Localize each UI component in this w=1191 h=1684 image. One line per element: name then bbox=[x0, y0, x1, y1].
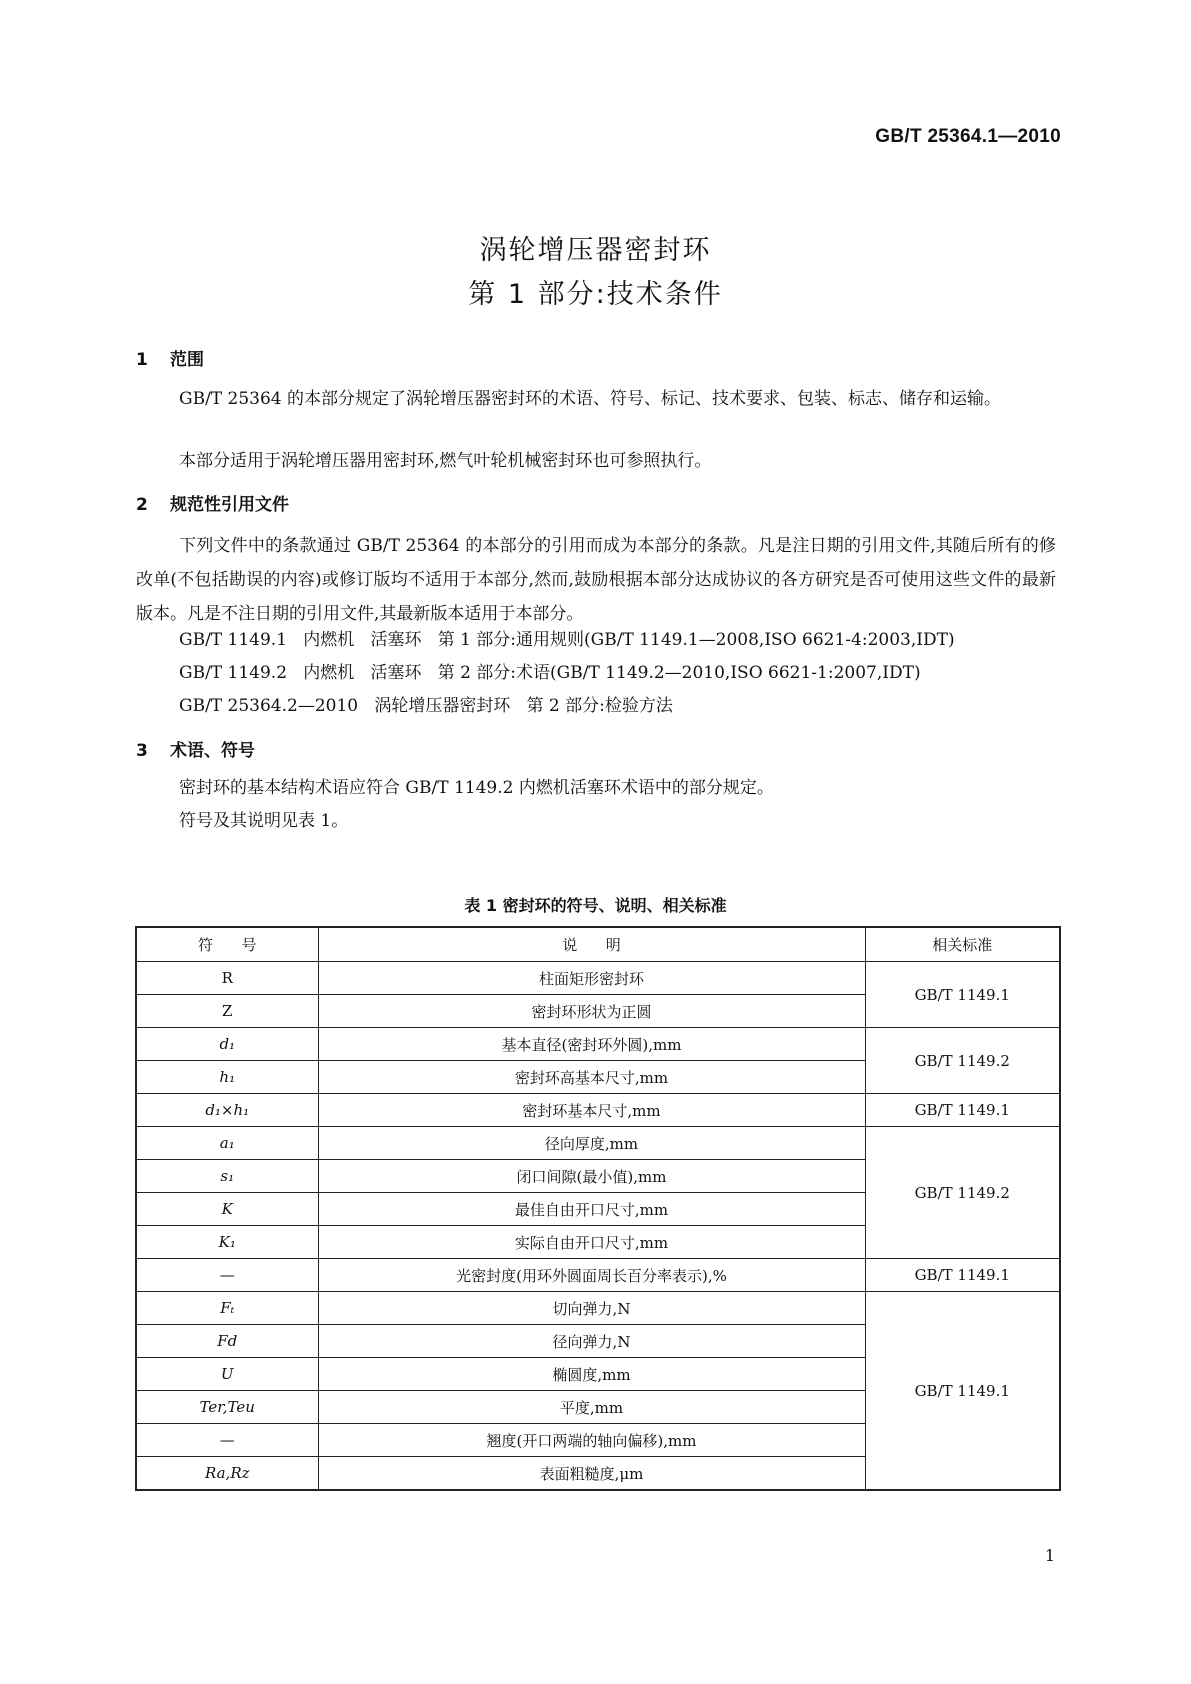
standard-cell: GB/T 1149.1 bbox=[865, 962, 1060, 1028]
symbol-cell: K bbox=[136, 1193, 318, 1226]
document-title: 涡轮增压器密封环 bbox=[479, 235, 712, 266]
symbol-cell: d₁ bbox=[136, 1028, 318, 1061]
standard-cell: GB/T 1149.2 bbox=[865, 1028, 1060, 1094]
description-cell: 翘度(开口两端的轴向偏移),mm bbox=[318, 1424, 865, 1457]
standard-cell: GB/T 1149.2 bbox=[865, 1127, 1060, 1259]
symbol-cell: — bbox=[136, 1424, 318, 1457]
description-cell: 闭口间隙(最小值),mm bbox=[318, 1160, 865, 1193]
description-cell: 光密封度(用环外圆面周长百分率表示),% bbox=[318, 1259, 865, 1292]
symbol-cell: h₁ bbox=[136, 1061, 318, 1094]
table-row bbox=[136, 1259, 1060, 1292]
column-header: 说 明 bbox=[318, 927, 865, 962]
symbol-cell: Ra,Rz bbox=[136, 1457, 318, 1491]
document-subtitle: 第 1 部分:技术条件 bbox=[468, 279, 723, 310]
column-header: 符 号 bbox=[136, 927, 318, 962]
symbol-cell: Z bbox=[136, 995, 318, 1028]
section-number: 2 bbox=[136, 495, 148, 515]
standard-cell: GB/T 1149.1 bbox=[865, 1292, 1060, 1491]
table-row bbox=[136, 1292, 1060, 1325]
column-header: 相关标准 bbox=[865, 927, 1060, 962]
description-cell: 实际自由开口尺寸,mm bbox=[318, 1226, 865, 1259]
table-caption: 表 1 密封环的符号、说明、相关标准 bbox=[464, 896, 727, 915]
symbol-cell: Ter,Teu bbox=[136, 1391, 318, 1424]
section-title: 范围 bbox=[170, 350, 204, 370]
paragraph: GB/T 25364 的本部分规定了涡轮增压器密封环的术语、符号、标记、技术要求、包装、标志、储存和运输。 bbox=[179, 389, 1002, 409]
description-cell: 椭圆度,mm bbox=[318, 1358, 865, 1391]
table-row bbox=[136, 1127, 1060, 1160]
section-heading bbox=[136, 490, 289, 515]
reference-item: GB/T 1149.2 内燃机 活塞环 第 2 部分:术语(GB/T 1149.2—2010,ISO 6621-1:2007,IDT) bbox=[179, 663, 921, 683]
symbol-cell: d₁×h₁ bbox=[136, 1094, 318, 1127]
table-header-row bbox=[136, 927, 1060, 962]
reference-item: GB/T 25364.2—2010 涡轮增压器密封环 第 2 部分:检验方法 bbox=[179, 696, 673, 716]
section-title: 术语、符号 bbox=[170, 741, 255, 761]
description-cell: 柱面矩形密封环 bbox=[318, 962, 865, 995]
description-cell: 基本直径(密封环外圆),mm bbox=[318, 1028, 865, 1061]
section-number: 1 bbox=[136, 350, 148, 370]
symbol-cell: U bbox=[136, 1358, 318, 1391]
section-number: 3 bbox=[136, 741, 148, 761]
paragraph: 密封环的基本结构术语应符合 GB/T 1149.2 内燃机活塞环术语中的部分规定。 bbox=[179, 778, 774, 798]
symbol-cell: a₁ bbox=[136, 1127, 318, 1160]
page-number: 1 bbox=[1044, 1546, 1055, 1565]
description-cell: 密封环基本尺寸,mm bbox=[318, 1094, 865, 1127]
description-cell: 切向弹力,N bbox=[318, 1292, 865, 1325]
table-row bbox=[136, 1028, 1060, 1061]
description-cell: 表面粗糙度,μm bbox=[318, 1457, 865, 1491]
standard-cell: GB/T 1149.1 bbox=[865, 1259, 1060, 1292]
symbol-table bbox=[135, 926, 1061, 1491]
description-cell: 密封环高基本尺寸,mm bbox=[318, 1061, 865, 1094]
symbol-cell: R bbox=[136, 962, 318, 995]
paragraph: 本部分适用于涡轮增压器用密封环,燃气叶轮机械密封环也可参照执行。 bbox=[179, 451, 712, 471]
description-cell: 密封环形状为正圆 bbox=[318, 995, 865, 1028]
standard-code: GB/T 25364.1—2010 bbox=[875, 126, 1061, 147]
section-title: 规范性引用文件 bbox=[170, 495, 289, 515]
symbol-cell: Fd bbox=[136, 1325, 318, 1358]
symbol-cell: Fₜ bbox=[136, 1292, 318, 1325]
reference-item: GB/T 1149.1 内燃机 活塞环 第 1 部分:通用规则(GB/T 1149.1—2008,ISO 6621-4:2003,IDT) bbox=[179, 630, 955, 650]
description-cell: 平度,mm bbox=[318, 1391, 865, 1424]
section-heading bbox=[136, 736, 255, 761]
symbol-cell: s₁ bbox=[136, 1160, 318, 1193]
standard-cell: GB/T 1149.1 bbox=[865, 1094, 1060, 1127]
description-cell: 径向厚度,mm bbox=[318, 1127, 865, 1160]
paragraph: 下列文件中的条款通过 GB/T 25364 的本部分的引用而成为本部分的条款。凡是注日期的引用文件,其随后所有的修改单(不包括勘误的内容)或修订版均不适用于本部分,然而,鼓励根据本部分达成协议的各方研究是否可使用这些文件的最新版本。凡是不注日期的引用文件,其最新版本适用于本部分。 bbox=[136, 536, 1056, 624]
symbol-cell: — bbox=[136, 1259, 318, 1292]
symbol-cell: K₁ bbox=[136, 1226, 318, 1259]
paragraph: 符号及其说明见表 1。 bbox=[179, 811, 349, 831]
description-cell: 最佳自由开口尺寸,mm bbox=[318, 1193, 865, 1226]
table-row bbox=[136, 1094, 1060, 1127]
description-cell: 径向弹力,N bbox=[318, 1325, 865, 1358]
section-heading bbox=[136, 345, 204, 370]
table-row bbox=[136, 962, 1060, 995]
